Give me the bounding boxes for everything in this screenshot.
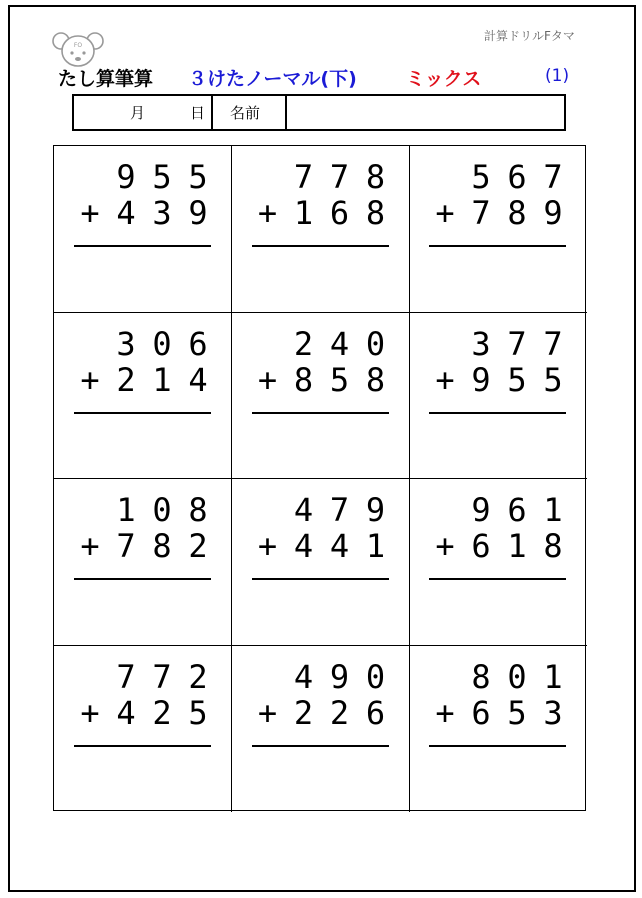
name-bar-divider [285,96,287,129]
digit: 0 [152,324,172,363]
digit: 8 [365,158,386,196]
sum-rule-line [252,412,389,414]
problem-cell[interactable] [409,146,587,313]
digit: 9 [471,360,491,399]
digit: 6 [365,693,386,732]
title-mix: ミックス [406,68,482,90]
digit: 0 [365,324,386,363]
sum-rule-line [74,578,211,580]
name-label: 名前 [230,104,261,122]
problem-grid [53,145,586,811]
digit: 8 [365,360,386,399]
addend-top [76,324,216,363]
digit: 5 [152,158,172,196]
page-number: (1) [545,66,570,86]
operator-sign: + [435,693,455,732]
digit: 2 [188,657,208,696]
addend-top [254,657,394,696]
digit: 8 [365,194,386,232]
addend-top [254,324,394,363]
sum-rule-line [252,578,389,580]
digit: 8 [188,491,208,529]
digit: 3 [116,324,136,363]
digit: 6 [507,491,527,529]
digit: 6 [507,158,527,196]
digit: 9 [543,194,563,232]
digit: 6 [188,324,208,363]
digit: 5 [507,693,527,732]
digit: 4 [329,324,350,363]
digit: 2 [188,527,208,565]
problem-cell[interactable] [232,313,410,480]
logo-text: FO [73,42,83,49]
digit: 1 [543,491,563,529]
digit: 5 [471,158,491,196]
digit: 4 [293,657,314,696]
problem-cell[interactable] [54,146,232,313]
addend-top [431,324,571,363]
addend-top [431,657,571,696]
addend-bottom [431,529,571,563]
sum-rule-line [429,578,566,580]
digit: 8 [507,194,527,232]
digit: 0 [507,657,527,696]
operator-sign: + [80,194,100,232]
addend-top [254,493,394,527]
digit: 7 [543,158,563,196]
problem-cell[interactable] [409,646,587,813]
problem-cell[interactable] [409,479,587,646]
digit: 2 [116,360,136,399]
digit: 1 [116,491,136,529]
digit: 5 [507,360,527,399]
addend-top [431,493,571,527]
digit: 4 [116,693,136,732]
digit: 7 [152,657,172,696]
digit: 1 [543,657,563,696]
digit: 8 [543,527,563,565]
digit: 4 [293,527,314,565]
digit: 0 [365,657,386,696]
digit: 9 [116,158,136,196]
operator-sign: + [80,527,100,565]
digit: 3 [152,194,172,232]
problem-cell[interactable] [54,313,232,480]
sum-rule-line [74,245,211,247]
digit: 1 [365,527,386,565]
digit: 1 [507,527,527,565]
mouse-logo-icon [52,29,104,69]
digit: 7 [543,324,563,363]
digit: 5 [543,360,563,399]
digit: 4 [329,527,350,565]
addend-bottom [254,693,394,732]
digit: 7 [507,324,527,363]
digit: 5 [188,158,208,196]
problem-cell[interactable] [54,646,232,813]
operator-sign: + [435,527,455,565]
digit: 9 [471,491,491,529]
addend-bottom [431,360,571,399]
operator-sign: + [257,693,278,732]
digit: 1 [152,360,172,399]
sum-rule-line [74,745,211,747]
addend-bottom [431,693,571,732]
digit: 2 [293,324,314,363]
digit: 5 [329,360,350,399]
digit: 2 [329,693,350,732]
sum-rule-line [429,745,566,747]
addend-top [431,160,571,194]
addend-bottom [76,196,216,230]
addend-top [76,657,216,696]
digit: 4 [116,194,136,232]
digit: 2 [152,693,172,732]
operator-sign: + [435,194,455,232]
digit: 1 [293,194,314,232]
operator-sign: + [257,360,278,399]
problem-cell[interactable] [232,146,410,313]
digit: 8 [152,527,172,565]
problem-cell[interactable] [232,646,410,813]
addend-bottom [431,196,571,230]
digit: 7 [329,158,350,196]
digit: 7 [116,527,136,565]
addend-top [76,493,216,527]
problem-cell[interactable] [232,479,410,646]
digit: 0 [152,491,172,529]
title-line [58,64,598,94]
digit: 2 [293,693,314,732]
problem-cell[interactable] [409,313,587,480]
digit: 6 [329,194,350,232]
sum-rule-line [74,412,211,414]
sum-rule-line [252,745,389,747]
sum-rule-line [252,245,389,247]
operator-sign: + [80,693,100,732]
digit: 4 [293,491,314,529]
title-main: たし算筆算 [58,68,154,90]
addend-bottom [254,196,394,230]
digit: 6 [471,693,491,732]
operator-sign: + [80,360,100,399]
addend-bottom [76,529,216,563]
operator-sign: + [435,360,455,399]
month-label: 月 [130,104,146,122]
digit: 5 [188,693,208,732]
sum-rule-line [429,245,566,247]
digit: 3 [543,693,563,732]
addend-top [254,160,394,194]
day-label: 日 [190,104,206,122]
digit: 4 [188,360,208,399]
name-bar [72,94,566,131]
name-bar-divider [211,96,213,129]
problem-cell[interactable] [54,479,232,646]
addend-bottom [76,360,216,399]
digit: 7 [329,491,350,529]
digit: 3 [471,324,491,363]
digit: 9 [329,657,350,696]
addend-bottom [254,360,394,399]
operator-sign: + [257,527,278,565]
brand-label: 計算ドリルFタマ [484,29,575,43]
digit: 8 [293,360,314,399]
digit: 7 [293,158,314,196]
sum-rule-line [429,412,566,414]
digit: 9 [188,194,208,232]
title-subtitle: ３けたノーマル(下) [188,68,357,90]
digit: 6 [471,527,491,565]
addend-top [76,160,216,194]
digit: 7 [471,194,491,232]
digit: 9 [365,491,386,529]
addend-bottom [76,693,216,732]
operator-sign: + [257,194,278,232]
digit: 7 [116,657,136,696]
digit: 8 [471,657,491,696]
addend-bottom [254,529,394,563]
